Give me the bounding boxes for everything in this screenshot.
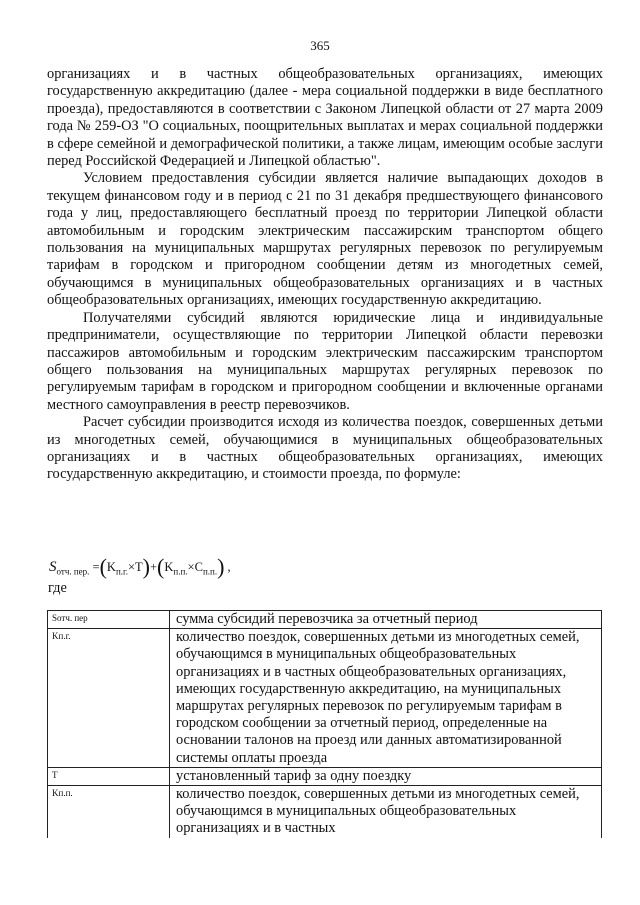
formula-trailing-comma: , [227,560,231,574]
formula-lhs-sub: отч. пер. [56,566,90,577]
page-number: 365 [310,38,330,53]
formula-c: C [194,560,203,574]
legend-symbol: Kп.г. [48,629,170,768]
formula-lhs-symbol: S [49,559,57,575]
formula-equals: = [92,560,100,574]
paragraph-1: организациях и в частных общеобразовательных организациях, имеющих государственную аккредитацию (далее - мера социальной поддержки в виде бесплатного проезда), предоставляются в соответствии с Законом Липецкой области от 27 марта 2009 года № 259-ОЗ "О социальных, поощрительных выплатах и мерах социальной поддержки в сфере семейной и демографической политики, а также лицам, имеющим особые заслуги перед Российской Федерацией и Липецкой областью". [47,66,603,170]
formula-k2: K [164,560,174,574]
formula-k1-sub: п.г. [115,566,128,577]
legend-row [48,767,602,785]
legend-table [47,610,602,838]
formula-times-1: × [127,560,136,574]
legend-symbol: Sотч. пер [48,611,170,629]
formula-t: T [135,560,143,574]
legend-symbol: Kп.п. [48,786,170,838]
paragraph-2: Условием предоставления субсидии является наличие выпадающих доходов в текущем финансовом году и в период с 21 по 31 декабря предшествующего финансового года у лиц, предоставляющего бесплатный проезд по территории Липецкой области автомобильным и городским электрическим пассажирским транспортом общего пользования на муниципальных маршрутах регулярных перевозок по регулируемым тарифам в городском и пригородном сообщении детям из многодетных семей, обучающимся в муниципальных общеобразовательных организациях и в частных общеобразовательных организациях, имеющих государственную аккредитацию. [47,170,603,309]
legend-definition: количество поездок, совершенных детьми из многодетных семей, обучающимся в муниципальных общеобразовательных организациях и в частных общеобразовательных организациях, имеющих государственную аккредитацию, на муниципальных маршрутах регулярных перевозок по регулируемым тарифам в городском сообщении за отчетный период, определенные на основании талонов на проезд или данных автоматизированной системы оплаты проезда [170,629,602,768]
paragraph-4: Расчет субсидии производится исходя из количества поездок, совершенных детьми из многодетных семей, обучающимися в муниципальных общеобразовательных организациях и в частных общеобразовательных организациях, имеющих государственную аккредитацию, и стоимости проезда, по формуле: [47,414,603,483]
formula-times-2: × [187,560,195,574]
formula-k1: K [106,560,116,574]
legend-row [48,786,602,838]
formula-c-sub: п.п. [202,566,218,577]
subsidy-formula: $S_{отч. пер.} =(K_{п.г.}\times T)+(K_{п.п.}\times C_{п.п.})$ , [49,554,231,579]
paragraph-3: Получателями субсидий являются юридические лица и индивидуальные предприниматели, осуществляющие по территории Липецкой области перевозки пассажиров автомобильным и городским электрическим пассажирским транспортом общего пользования на муниципальных маршрутах регулярных перевозок по регулируемым тарифам в городском и пригородном сообщении и включенные органами местного самоуправления в реестр перевозчиков. [47,309,603,413]
legend-row [48,611,602,629]
legend-symbol: T [48,767,170,785]
legend-row [48,629,602,768]
formula-k2-sub: п.п. [173,566,188,577]
body-text [47,66,603,484]
formula-plus: + [149,560,158,574]
where-label: где [48,580,67,596]
legend-definition: количество поездок, совершенных детьми из многодетных семей, обучающимся в муниципальных общеобразовательных организациях и в частных [170,786,602,838]
legend-definition: сумма субсидий перевозчика за отчетный период [170,611,602,629]
legend-definition: установленный тариф за одну поездку [170,767,602,785]
